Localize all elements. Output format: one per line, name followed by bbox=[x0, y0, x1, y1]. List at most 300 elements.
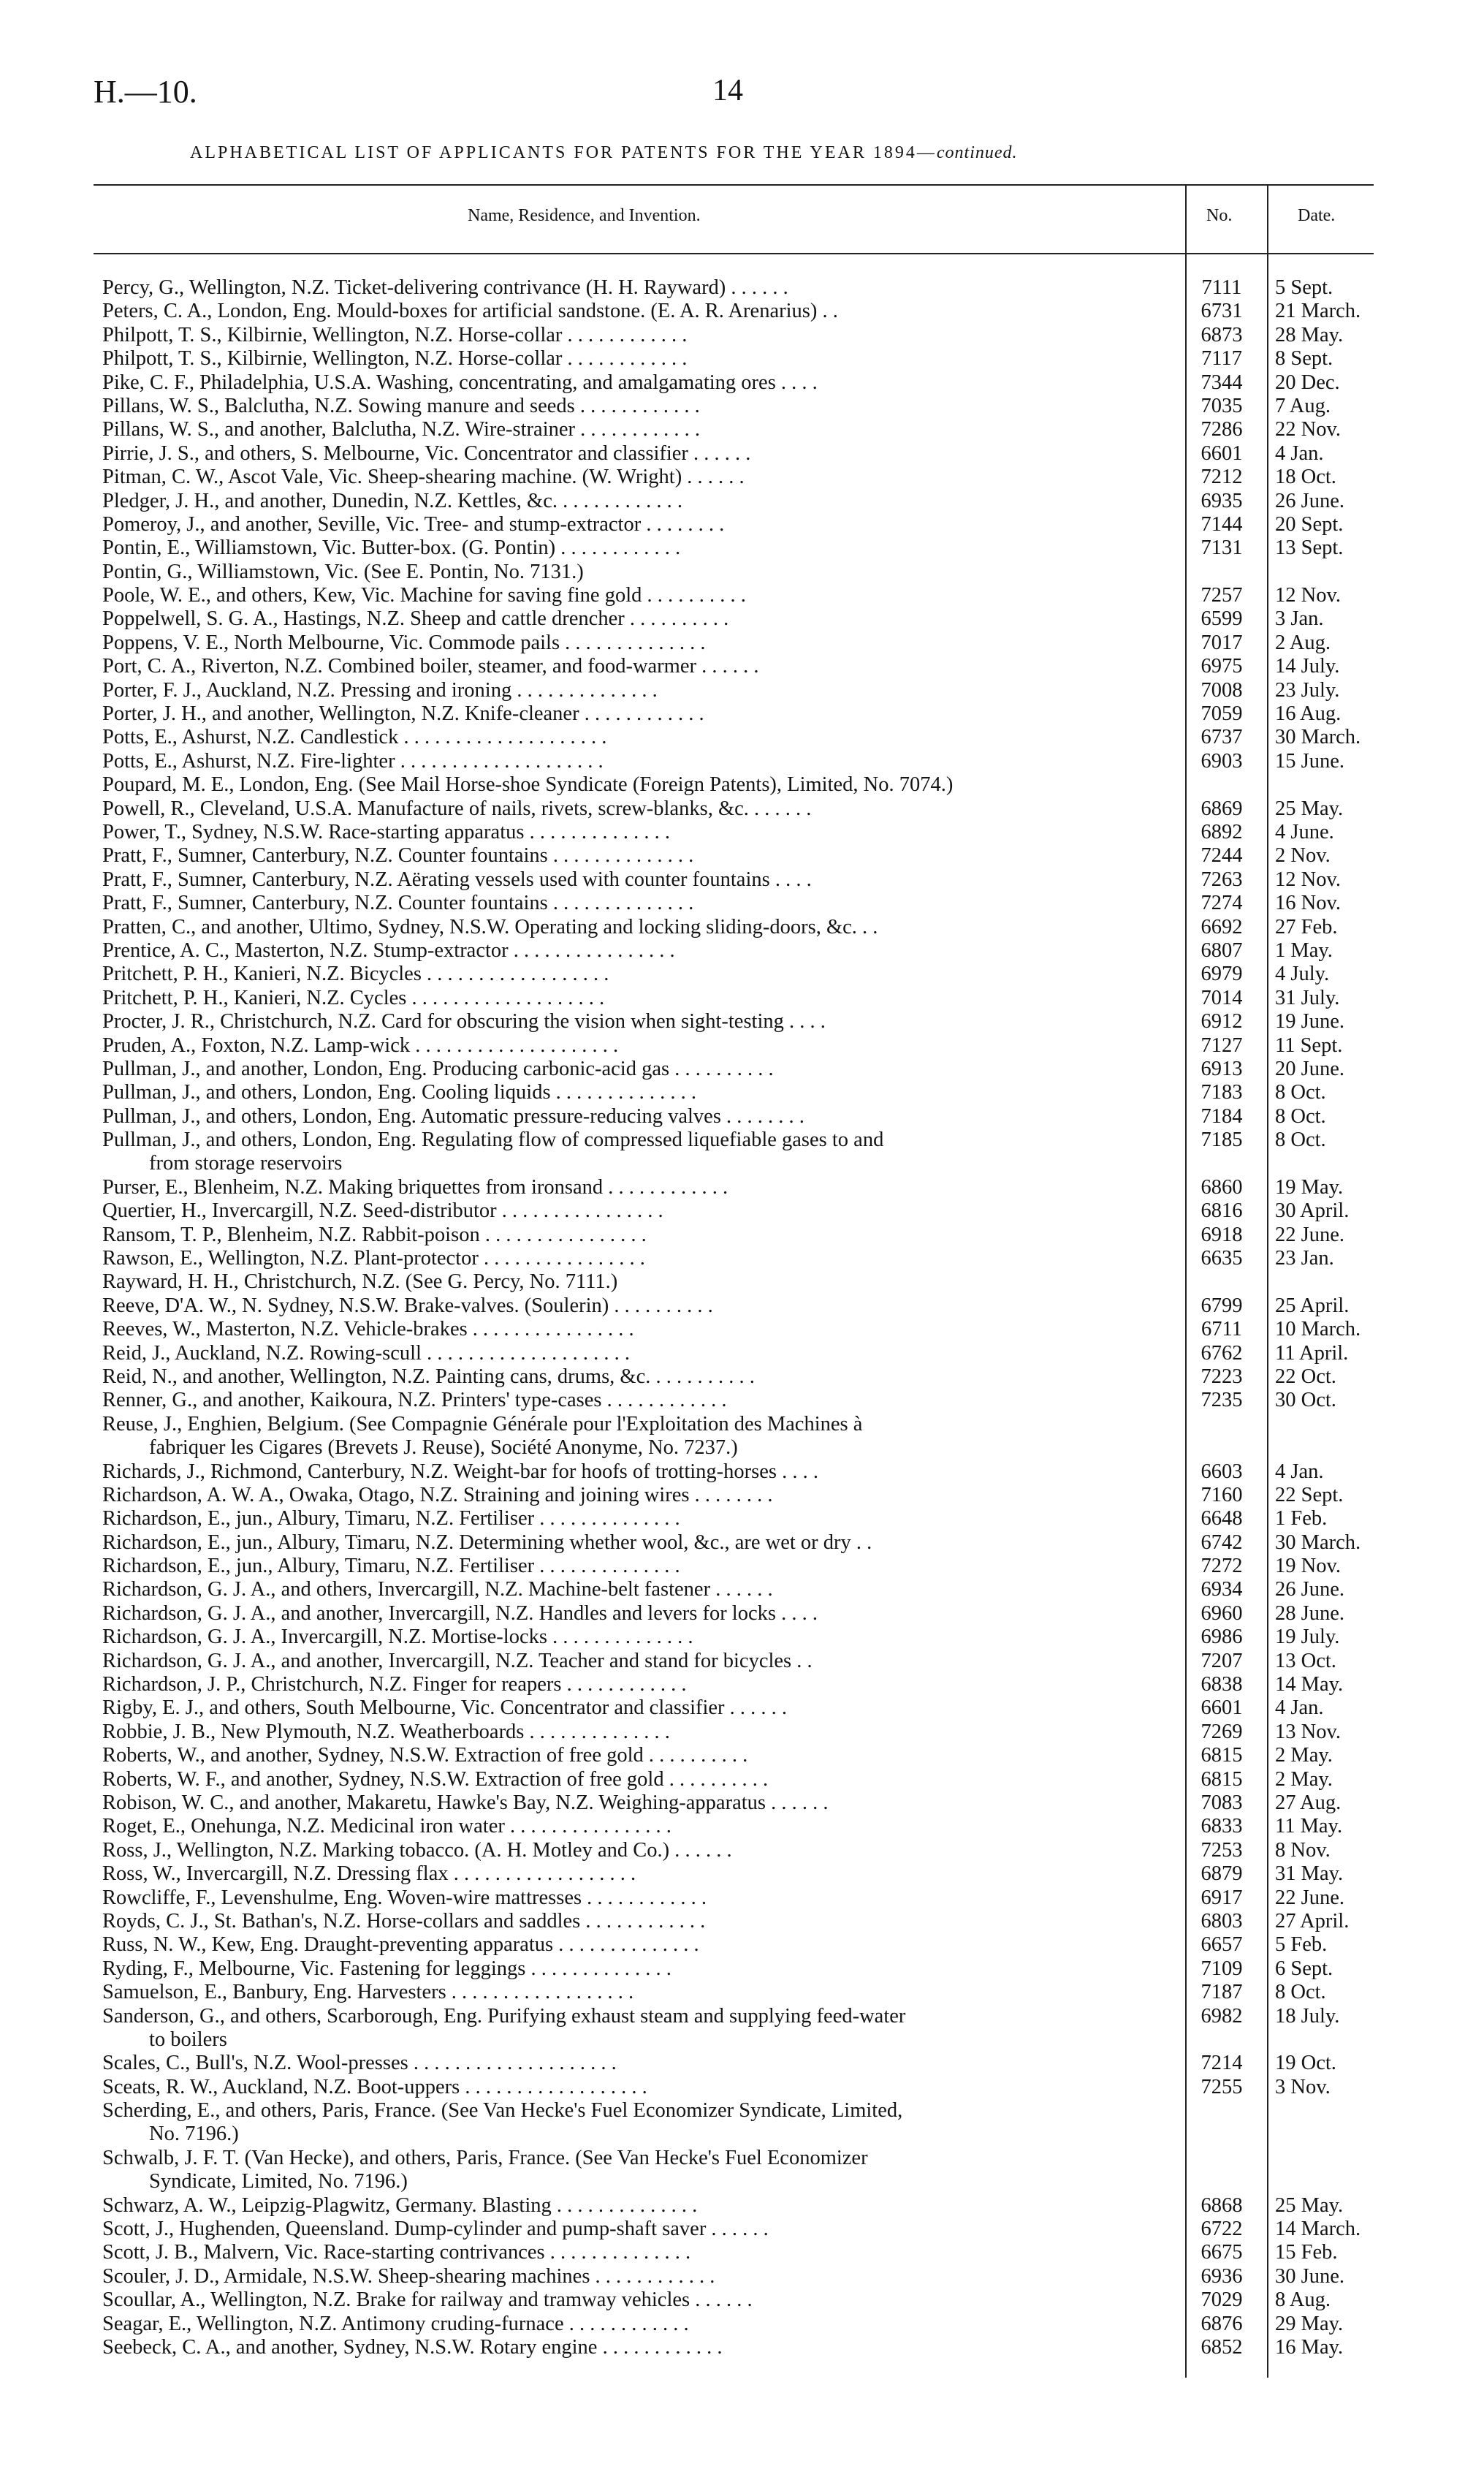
list-item bbox=[0, 726, 1484, 749]
applicant-entry: Potts, E., Ashurst, N.Z. Candlestick . . . . . . . . . . . . . . . . . . . . bbox=[102, 726, 607, 749]
list-item bbox=[0, 2052, 1484, 2075]
patent-number: 6803 bbox=[1200, 1909, 1243, 1933]
application-date: 27 April. bbox=[1275, 1909, 1350, 1933]
applicant-entry: Power, T., Sydney, N.S.W. Race-starting apparatus . . . . . . . . . . . . . . bbox=[102, 820, 670, 843]
applicant-entry: Roberts, W., and another, Sydney, N.S.W. Extraction of free gold . . . . . . . . . . bbox=[102, 1744, 748, 1767]
patent-number: 7035 bbox=[1200, 394, 1243, 417]
application-date: 8 Nov. bbox=[1275, 1838, 1331, 1862]
applicant-entry: Schwarz, A. W., Leipzig-Plagwitz, Germany. Blasting . . . . . . . . . . . . . . bbox=[102, 2193, 698, 2217]
applicant-entry: from storage reservoirs bbox=[149, 1152, 343, 1175]
applicant-entry: Pritchett, P. H., Kanieri, N.Z. Bicycles . . . . . . . . . . . . . . . . . . bbox=[102, 963, 609, 986]
applicant-entry: to boilers bbox=[149, 2028, 227, 2051]
column-header-date: Date. bbox=[1298, 206, 1336, 225]
list-item bbox=[0, 963, 1484, 986]
patent-number: 6979 bbox=[1200, 963, 1243, 986]
applicant-entry: Roberts, W. F., and another, Sydney, N.S.W. Extraction of free gold . . . . . . . . . . bbox=[102, 1767, 769, 1791]
patent-number: 7111 bbox=[1201, 276, 1242, 299]
applicant-entry: Richardson, A. W. A., Owaka, Otago, N.Z. Straining and joining wires . . . . . . . . bbox=[102, 1483, 773, 1506]
applicant-entry: Pullman, J., and others, London, Eng. Regulating flow of compressed liquefiable gases to and bbox=[102, 1129, 884, 1152]
list-item bbox=[0, 1933, 1484, 1957]
patent-number: 6869 bbox=[1200, 797, 1243, 820]
list-item bbox=[0, 1578, 1484, 1601]
list-item bbox=[0, 490, 1484, 513]
applicant-entry: Pruden, A., Foxton, N.Z. Lamp-wick . . . . . . . . . . . . . . . . . . . . bbox=[102, 1034, 619, 1057]
patent-number: 6601 bbox=[1200, 1696, 1243, 1720]
applicant-entry: Scott, J. B., Malvern, Vic. Race-starting contrivances . . . . . . . . . . . . . . bbox=[102, 2241, 691, 2264]
application-date: 28 May. bbox=[1275, 323, 1344, 346]
patent-number: 6737 bbox=[1200, 726, 1243, 749]
list-item bbox=[0, 513, 1484, 536]
patent-number: 7257 bbox=[1200, 584, 1243, 607]
patent-number: 6860 bbox=[1200, 1175, 1243, 1199]
patent-number: 6892 bbox=[1200, 820, 1243, 843]
list-caption bbox=[190, 143, 1018, 163]
list-item bbox=[0, 1058, 1484, 1081]
application-date: 5 Sept. bbox=[1275, 276, 1333, 299]
applicant-entry: Richardson, G. J. A., and another, Invercargill, N.Z. Teacher and stand for bicycles . . bbox=[102, 1649, 813, 1672]
application-date: 18 Oct. bbox=[1275, 466, 1336, 489]
list-item bbox=[0, 1436, 1484, 1460]
application-date: 11 May. bbox=[1275, 1815, 1343, 1838]
applicant-entry: Richardson, J. P., Christchurch, N.Z. Finger for reapers . . . . . . . . . . . . bbox=[102, 1673, 687, 1696]
patent-number: 6868 bbox=[1200, 2193, 1243, 2217]
patent-number: 6918 bbox=[1200, 1223, 1243, 1246]
list-item bbox=[0, 1791, 1484, 1815]
list-item bbox=[0, 987, 1484, 1010]
list-item bbox=[0, 1981, 1484, 2004]
list-item bbox=[0, 2194, 1484, 2218]
patent-number: 7286 bbox=[1200, 418, 1243, 441]
application-date: 25 May. bbox=[1275, 797, 1344, 820]
applicant-entry: Ross, J., Wellington, N.Z. Marking tobacco. (A. H. Motley and Co.) . . . . . . bbox=[102, 1838, 732, 1862]
applicant-entry: Reeve, D'A. W., N. Sydney, N.S.W. Brake-valves. (Soulerin) . . . . . . . . . . bbox=[102, 1294, 713, 1317]
applicant-entry: Samuelson, E., Banbury, Eng. Harvesters . . . . . . . . . . . . . . . . . . bbox=[102, 1981, 634, 2004]
list-item bbox=[0, 2076, 1484, 2099]
applicant-entry: Richards, J., Richmond, Canterbury, N.Z. Weight-bar for hoofs of trotting-horses . . . . bbox=[102, 1460, 818, 1483]
list-item bbox=[0, 1886, 1484, 1910]
patent-number: 6852 bbox=[1200, 2335, 1243, 2359]
list-item bbox=[0, 2005, 1484, 2028]
list-item bbox=[0, 1555, 1484, 1578]
application-date: 20 June. bbox=[1275, 1057, 1344, 1080]
list-item bbox=[0, 1768, 1484, 1791]
list-item bbox=[0, 1673, 1484, 1696]
patent-number: 6807 bbox=[1200, 938, 1243, 962]
applicant-entry: Pirrie, J. S., and others, S. Melbourne, Vic. Concentrator and classifier . . . . . . bbox=[102, 441, 751, 465]
applicant-entry: Richardson, G. J. A., and others, Invercargill, N.Z. Machine-belt fastener . . . . . . bbox=[102, 1578, 773, 1601]
patent-number: 6982 bbox=[1200, 2004, 1243, 2028]
list-item bbox=[0, 1010, 1484, 1034]
list-item bbox=[0, 2336, 1484, 2359]
applicant-entry: Reid, J., Auckland, N.Z. Rowing-scull . . . . . . . . . . . . . . . . . . . . bbox=[102, 1341, 630, 1365]
patent-number: 7212 bbox=[1200, 466, 1243, 489]
application-date: 13 Nov. bbox=[1275, 1720, 1341, 1743]
list-item bbox=[0, 347, 1484, 371]
patent-number: 6599 bbox=[1200, 607, 1243, 631]
applicant-entry: Royds, C. J., St. Bathan's, N.Z. Horse-collars and saddles . . . . . . . . . . . . bbox=[102, 1909, 706, 1933]
patent-number: 6876 bbox=[1200, 2312, 1243, 2335]
patent-number: 7184 bbox=[1200, 1104, 1243, 1128]
application-date: 12 Nov. bbox=[1275, 584, 1341, 607]
list-item bbox=[0, 442, 1484, 466]
list-item bbox=[0, 2218, 1484, 2241]
list-item bbox=[0, 1176, 1484, 1199]
application-date: 19 July. bbox=[1275, 1626, 1340, 1649]
list-item bbox=[0, 1815, 1484, 1838]
application-date: 31 May. bbox=[1275, 1862, 1344, 1886]
applicant-entry: Ransom, T. P., Blenheim, N.Z. Rabbit-poison . . . . . . . . . . . . . . . . bbox=[102, 1223, 647, 1246]
list-item bbox=[0, 1862, 1484, 1886]
applicant-entry: Reuse, J., Enghien, Belgium. (See Compagnie Générale pour l'Exploitation des Machines à bbox=[102, 1412, 863, 1435]
applicant-entry: Pontin, G., Williamstown, Vic. (See E. Pontin, No. 7131.) bbox=[102, 560, 584, 583]
patent-number: 6838 bbox=[1200, 1673, 1243, 1696]
list-item bbox=[0, 1034, 1484, 1058]
list-item bbox=[0, 1484, 1484, 1507]
list-item bbox=[0, 1957, 1484, 1981]
application-date: 30 March. bbox=[1275, 726, 1361, 749]
list-item bbox=[0, 892, 1484, 915]
applicant-entry: Reeves, W., Masterton, N.Z. Vehicle-brakes . . . . . . . . . . . . . . . . bbox=[102, 1318, 634, 1341]
application-date: 22 Nov. bbox=[1275, 418, 1341, 441]
applicant-entry: Pratten, C., and another, Ultimo, Sydney, N.S.W. Operating and locking sliding-doors, &c. . . bbox=[102, 915, 878, 938]
list-item bbox=[0, 536, 1484, 560]
application-date: 27 Feb. bbox=[1275, 915, 1338, 938]
applicant-entry: Philpott, T. S., Kilbirnie, Wellington, N.Z. Horse-collar . . . . . . . . . . . . bbox=[102, 347, 688, 371]
applicant-entry: Richardson, E., jun., Albury, Timaru, N.Z. Fertiliser . . . . . . . . . . . . . . bbox=[102, 1555, 680, 1578]
applicant-entry: Poppens, V. E., North Melbourne, Vic. Commode pails . . . . . . . . . . . . . . bbox=[102, 631, 706, 654]
application-date: 13 Sept. bbox=[1275, 536, 1344, 560]
patent-number: 7255 bbox=[1200, 2075, 1243, 2098]
patent-number: 6742 bbox=[1200, 1531, 1243, 1554]
list-item bbox=[0, 1342, 1484, 1365]
list-item bbox=[0, 1294, 1484, 1318]
patent-number: 6711 bbox=[1201, 1318, 1242, 1341]
applicant-entry: Ryding, F., Melbourne, Vic. Fastening for leggings . . . . . . . . . . . . . . bbox=[102, 1957, 671, 1980]
patent-number: 6936 bbox=[1200, 2264, 1243, 2288]
application-date: 19 Oct. bbox=[1275, 2052, 1336, 2075]
patent-number: 6635 bbox=[1200, 1247, 1243, 1270]
list-item bbox=[0, 821, 1484, 844]
list-item bbox=[0, 702, 1484, 726]
applicant-entry: Ross, W., Invercargill, N.Z. Dressing flax . . . . . . . . . . . . . . . . . . bbox=[102, 1862, 636, 1886]
application-date: 22 Oct. bbox=[1275, 1365, 1336, 1388]
application-date: 4 July. bbox=[1275, 963, 1330, 986]
application-date: 8 Oct. bbox=[1275, 1104, 1326, 1128]
list-item bbox=[0, 868, 1484, 892]
applicant-entry: Syndicate, Limited, No. 7196.) bbox=[149, 2170, 408, 2193]
patent-number: 7131 bbox=[1200, 536, 1243, 560]
applicant-entry: Pratt, F., Sumner, Canterbury, N.Z. Aërating vessels used with counter fountains . . . . bbox=[102, 868, 812, 891]
list-item bbox=[0, 844, 1484, 868]
patent-number: 6722 bbox=[1200, 2218, 1243, 2241]
caption-text: ALPHABETICAL LIST OF APPLICANTS FOR PATENTS FOR THE YEAR 1894— bbox=[190, 143, 937, 162]
applicant-entry: Roget, E., Onehunga, N.Z. Medicinal iron water . . . . . . . . . . . . . . . . bbox=[102, 1815, 671, 1838]
list-item bbox=[0, 2288, 1484, 2312]
patent-number: 7029 bbox=[1200, 2288, 1243, 2312]
patent-number: 6815 bbox=[1200, 1767, 1243, 1791]
application-date: 16 Nov. bbox=[1275, 892, 1341, 915]
application-date: 22 Sept. bbox=[1275, 1483, 1344, 1506]
patent-number: 7185 bbox=[1200, 1129, 1243, 1152]
patent-number: 7235 bbox=[1200, 1389, 1243, 1412]
applicant-entry: Scoullar, A., Wellington, N.Z. Brake for railway and tramway vehicles . . . . . . bbox=[102, 2288, 753, 2312]
list-item bbox=[0, 1199, 1484, 1223]
patent-number: 6912 bbox=[1200, 1010, 1243, 1034]
list-item bbox=[0, 418, 1484, 441]
applicant-entry: Pomeroy, J., and another, Seville, Vic. Tree- and stump-extractor . . . . . . . . bbox=[102, 512, 725, 536]
applicant-entry: Pontin, E., Williamstown, Vic. Butter-box. (G. Pontin) . . . . . . . . . . . . bbox=[102, 536, 681, 560]
applicant-entry: Seebeck, C. A., and another, Sydney, N.S.W. Rotary engine . . . . . . . . . . . . bbox=[102, 2335, 723, 2359]
list-item bbox=[0, 324, 1484, 347]
list-item bbox=[0, 1650, 1484, 1673]
patent-number: 7059 bbox=[1200, 702, 1243, 726]
list-item bbox=[0, 1152, 1484, 1175]
patent-number: 7083 bbox=[1200, 1791, 1243, 1814]
applicant-entry: Pritchett, P. H., Kanieri, N.Z. Cycles . . . . . . . . . . . . . . . . . . . bbox=[102, 986, 605, 1009]
application-date: 19 June. bbox=[1275, 1010, 1344, 1034]
patent-number: 6935 bbox=[1200, 489, 1243, 512]
top-rule bbox=[94, 184, 1374, 186]
application-date: 25 May. bbox=[1275, 2193, 1344, 2217]
list-item bbox=[0, 1721, 1484, 1744]
list-item bbox=[0, 466, 1484, 489]
applicant-entry: Potts, E., Ashurst, N.Z. Fire-lighter . . . . . . . . . . . . . . . . . . . . bbox=[102, 749, 604, 773]
application-date: 14 May. bbox=[1275, 1673, 1344, 1696]
patent-number: 6762 bbox=[1200, 1341, 1243, 1365]
applicant-entry: Pillans, W. S., and another, Balclutha, N.Z. Wire-strainer . . . . . . . . . . . . bbox=[102, 418, 701, 441]
list-item bbox=[0, 1270, 1484, 1294]
application-date: 16 Aug. bbox=[1275, 702, 1342, 726]
list-item bbox=[0, 2313, 1484, 2336]
applicant-entry: Sanderson, G., and others, Scarborough, Eng. Purifying exhaust steam and supplying feed-water bbox=[102, 2004, 906, 2028]
application-date: 22 June. bbox=[1275, 1886, 1344, 1909]
applicant-entry: Richardson, G. J. A., and another, Invercargill, N.Z. Handles and levers for locks . . . . bbox=[102, 1601, 818, 1625]
application-date: 18 July. bbox=[1275, 2004, 1340, 2028]
patent-number: 7344 bbox=[1200, 371, 1243, 394]
patent-number: 7109 bbox=[1200, 1957, 1243, 1980]
patent-number: 7014 bbox=[1200, 986, 1243, 1009]
applicant-list bbox=[0, 276, 1484, 2359]
list-item bbox=[0, 773, 1484, 797]
list-item bbox=[0, 2170, 1484, 2193]
applicant-entry: Pratt, F., Sumner, Canterbury, N.Z. Counter fountains . . . . . . . . . . . . . . bbox=[102, 844, 694, 868]
applicant-entry: Robison, W. C., and another, Makaretu, Hawke's Bay, N.Z. Weighing-apparatus . . . . . . bbox=[102, 1791, 829, 1814]
applicant-entry: Percy, G., Wellington, N.Z. Ticket-delivering contrivance (H. H. Rayward) . . . . . . bbox=[102, 276, 788, 299]
column-header-name: Name, Residence, and Invention. bbox=[468, 206, 701, 225]
patent-number: 7008 bbox=[1200, 678, 1243, 702]
applicant-entry: Pullman, J., and another, London, Eng. Producing carbonic-acid gas . . . . . . . . . . bbox=[102, 1057, 774, 1080]
applicant-entry: Scales, C., Bull's, N.Z. Wool-presses . . . . . . . . . . . . . . . . . . . . bbox=[102, 2052, 617, 2075]
list-item bbox=[0, 371, 1484, 395]
list-item bbox=[0, 1105, 1484, 1129]
list-item bbox=[0, 1602, 1484, 1626]
application-date: 6 Sept. bbox=[1275, 1957, 1333, 1980]
list-item bbox=[0, 1839, 1484, 1862]
list-item bbox=[0, 2265, 1484, 2288]
application-date: 10 March. bbox=[1275, 1318, 1361, 1341]
patent-number: 6675 bbox=[1200, 2241, 1243, 2264]
application-date: 25 April. bbox=[1275, 1294, 1350, 1317]
list-item bbox=[0, 797, 1484, 821]
list-item bbox=[0, 655, 1484, 678]
application-date: 13 Oct. bbox=[1275, 1649, 1336, 1672]
application-date: 11 Sept. bbox=[1275, 1034, 1343, 1057]
applicant-entry: Robbie, J. B., New Plymouth, N.Z. Weatherboards . . . . . . . . . . . . . . bbox=[102, 1720, 670, 1743]
applicant-entry: Rowcliffe, F., Levenshulme, Eng. Woven-wire mattresses . . . . . . . . . . . . bbox=[102, 1886, 707, 1909]
list-item bbox=[0, 1247, 1484, 1270]
applicant-entry: Russ, N. W., Kew, Eng. Draught-preventing apparatus . . . . . . . . . . . . . . bbox=[102, 1933, 699, 1957]
application-date: 23 Jan. bbox=[1275, 1247, 1334, 1270]
applicant-entry: Poole, W. E., and others, Kew, Vic. Machine for saving fine gold . . . . . . . . . . bbox=[102, 584, 746, 607]
patent-number: 7187 bbox=[1200, 1981, 1243, 2004]
applicant-entry: No. 7196.) bbox=[149, 2123, 239, 2146]
application-date: 4 Jan. bbox=[1275, 441, 1324, 465]
applicant-entry: Pike, C. F., Philadelphia, U.S.A. Washing, concentrating, and amalgamating ores . . . . bbox=[102, 371, 818, 394]
list-item bbox=[0, 1507, 1484, 1531]
patent-number: 6815 bbox=[1200, 1744, 1243, 1767]
patent-number: 7263 bbox=[1200, 868, 1243, 891]
patent-number: 6799 bbox=[1200, 1294, 1243, 1317]
patent-number: 6960 bbox=[1200, 1601, 1243, 1625]
application-date: 31 July. bbox=[1275, 986, 1340, 1009]
applicant-entry: Prentice, A. C., Masterton, N.Z. Stump-extractor . . . . . . . . . . . . . . . . bbox=[102, 938, 675, 962]
applicant-entry: Richardson, E., jun., Albury, Timaru, N.Z. Determining whether wool, &c., are wet or dry . . bbox=[102, 1531, 872, 1554]
application-date: 2 May. bbox=[1275, 1744, 1333, 1767]
applicant-entry: Richardson, E., jun., Albury, Timaru, N.Z. Fertiliser . . . . . . . . . . . . . . bbox=[102, 1507, 680, 1531]
patent-number: 7144 bbox=[1200, 512, 1243, 536]
application-date: 8 Oct. bbox=[1275, 1129, 1326, 1152]
list-item bbox=[0, 1531, 1484, 1555]
applicant-entry: Richardson, G. J. A., Invercargill, N.Z. Mortise-locks . . . . . . . . . . . . . . bbox=[102, 1626, 693, 1649]
list-item bbox=[0, 1744, 1484, 1767]
list-item bbox=[0, 2028, 1484, 2052]
list-item bbox=[0, 1365, 1484, 1389]
applicant-entry: Scott, J., Hughenden, Queensland. Dump-cylinder and pump-shaft saver . . . . . . bbox=[102, 2218, 769, 2241]
applicant-entry: fabriquer les Cigares (Brevets J. Reuse), Société Anonyme, No. 7237.) bbox=[149, 1436, 738, 1460]
application-date: 4 June. bbox=[1275, 820, 1334, 843]
patent-number: 6603 bbox=[1200, 1460, 1243, 1483]
application-date: 26 June. bbox=[1275, 1578, 1344, 1601]
application-date: 2 Nov. bbox=[1275, 844, 1331, 868]
patent-number: 6692 bbox=[1200, 915, 1243, 938]
applicant-entry: Philpott, T. S., Kilbirnie, Wellington, N.Z. Horse-collar . . . . . . . . . . . . bbox=[102, 323, 688, 346]
list-item bbox=[0, 395, 1484, 418]
patent-number: 7214 bbox=[1200, 2052, 1243, 2075]
application-date: 19 May. bbox=[1275, 1175, 1344, 1199]
patent-number: 7160 bbox=[1200, 1483, 1243, 1506]
application-date: 8 Oct. bbox=[1275, 1981, 1326, 2004]
patent-number: 7117 bbox=[1201, 347, 1242, 371]
applicant-entry: Quertier, H., Invercargill, N.Z. Seed-distributor . . . . . . . . . . . . . . . . bbox=[102, 1199, 663, 1223]
application-date: 2 Aug. bbox=[1275, 631, 1331, 654]
applicant-entry: Purser, E., Blenheim, N.Z. Making briquettes from ironsand . . . . . . . . . . . . bbox=[102, 1175, 728, 1199]
patent-number: 7127 bbox=[1200, 1034, 1243, 1057]
applicant-entry: Rigby, E. J., and others, South Melbourne, Vic. Concentrator and classifier . . . . . . bbox=[102, 1696, 788, 1720]
patent-number: 6986 bbox=[1200, 1626, 1243, 1649]
application-date: 23 July. bbox=[1275, 678, 1340, 702]
list-item bbox=[0, 2123, 1484, 2146]
applicant-entry: Schwalb, J. F. T. (Van Hecke), and others, Paris, France. (See Van Hecke's Fuel Economizer bbox=[102, 2146, 868, 2169]
list-item bbox=[0, 632, 1484, 655]
applicant-entry: Scouler, J. D., Armidale, N.S.W. Sheep-shearing machines . . . . . . . . . . . . bbox=[102, 2264, 715, 2288]
application-date: 12 Nov. bbox=[1275, 868, 1341, 891]
application-date: 8 Aug. bbox=[1275, 2288, 1331, 2312]
patent-number: 6913 bbox=[1200, 1057, 1243, 1080]
applicant-entry: Powell, R., Cleveland, U.S.A. Manufacture of nails, rivets, screw-blanks, &c. . . . . . . bbox=[102, 797, 812, 820]
patent-number: 7269 bbox=[1200, 1720, 1243, 1743]
application-date: 7 Aug. bbox=[1275, 394, 1331, 417]
list-item bbox=[0, 750, 1484, 773]
applicant-entry: Pitman, C. W., Ascot Vale, Vic. Sheep-shearing machine. (W. Wright) . . . . . . bbox=[102, 466, 745, 489]
patent-number: 7244 bbox=[1200, 844, 1243, 868]
list-item bbox=[0, 561, 1484, 584]
application-date: 16 May. bbox=[1275, 2335, 1344, 2359]
patent-number: 6879 bbox=[1200, 1862, 1243, 1886]
application-date: 14 July. bbox=[1275, 655, 1340, 678]
patent-number: 7272 bbox=[1200, 1555, 1243, 1578]
applicant-entry: Poppelwell, S. G. A., Hastings, N.Z. Sheep and cattle drencher . . . . . . . . . . bbox=[102, 607, 729, 631]
list-item bbox=[0, 2241, 1484, 2264]
applicant-entry: Pratt, F., Sumner, Canterbury, N.Z. Counter fountains . . . . . . . . . . . . . . bbox=[102, 892, 694, 915]
application-date: 11 April. bbox=[1275, 1341, 1349, 1365]
list-item bbox=[0, 300, 1484, 323]
applicant-entry: Sceats, R. W., Auckland, N.Z. Boot-uppers . . . . . . . . . . . . . . . . . . bbox=[102, 2075, 647, 2098]
list-item bbox=[0, 1460, 1484, 1484]
list-item bbox=[0, 584, 1484, 607]
patent-number: 7207 bbox=[1200, 1649, 1243, 1672]
applicant-entry: Pullman, J., and others, London, Eng. Automatic pressure-reducing valves . . . . . . . . bbox=[102, 1104, 804, 1128]
application-date: 28 June. bbox=[1275, 1601, 1344, 1625]
application-date: 15 June. bbox=[1275, 749, 1344, 773]
application-date: 3 Nov. bbox=[1275, 2075, 1331, 2098]
application-date: 30 Oct. bbox=[1275, 1389, 1336, 1412]
patent-number: 6601 bbox=[1200, 441, 1243, 465]
application-date: 29 May. bbox=[1275, 2312, 1344, 2335]
application-date: 1 Feb. bbox=[1275, 1507, 1328, 1531]
patent-number: 7017 bbox=[1200, 631, 1243, 654]
patent-number: 7183 bbox=[1200, 1081, 1243, 1104]
applicant-entry: Seagar, E., Wellington, N.Z. Antimony cruding-furnace . . . . . . . . . . . . bbox=[102, 2312, 689, 2335]
caption-suffix: continued. bbox=[936, 143, 1018, 162]
application-date: 8 Oct. bbox=[1275, 1081, 1326, 1104]
applicant-entry: Port, C. A., Riverton, N.Z. Combined boiler, steamer, and food-warmer . . . . . . bbox=[102, 655, 759, 678]
applicant-entry: Poupard, M. E., London, Eng. (See Mail Horse-shoe Syndicate (Foreign Patents), Limited, No. 7074.) bbox=[102, 773, 954, 797]
applicant-entry: Rayward, H. H., Christchurch, N.Z. (See G. Percy, No. 7111.) bbox=[102, 1270, 618, 1294]
application-date: 21 March. bbox=[1275, 300, 1361, 323]
applicant-entry: Porter, J. H., and another, Wellington, N.Z. Knife-cleaner . . . . . . . . . . . . bbox=[102, 702, 704, 726]
patent-number: 6648 bbox=[1200, 1507, 1243, 1531]
application-date: 30 June. bbox=[1275, 2264, 1344, 2288]
patent-number: 6934 bbox=[1200, 1578, 1243, 1601]
list-item bbox=[0, 607, 1484, 631]
applicant-entry: Pullman, J., and others, London, Eng. Cooling liquids . . . . . . . . . . . . . . bbox=[102, 1081, 697, 1104]
applicant-entry: Peters, C. A., London, Eng. Mould-boxes for artificial sandstone. (E. A. R. Arenarius) . . bbox=[102, 300, 838, 323]
list-item bbox=[0, 2147, 1484, 2170]
applicant-entry: Procter, J. R., Christchurch, N.Z. Card for obscuring the vision when sight-testing . . . . bbox=[102, 1010, 826, 1034]
patent-number: 7274 bbox=[1200, 892, 1243, 915]
application-date: 30 April. bbox=[1275, 1199, 1350, 1223]
application-date: 20 Dec. bbox=[1275, 371, 1340, 394]
list-item bbox=[0, 1318, 1484, 1341]
list-item bbox=[0, 1224, 1484, 1247]
list-item bbox=[0, 2099, 1484, 2123]
application-date: 30 March. bbox=[1275, 1531, 1361, 1554]
header-rule bbox=[94, 253, 1374, 254]
applicant-entry: Pillans, W. S., Balclutha, N.Z. Sowing manure and seeds . . . . . . . . . . . . bbox=[102, 394, 700, 417]
patent-number: 6903 bbox=[1200, 749, 1243, 773]
application-date: 8 Sept. bbox=[1275, 347, 1333, 371]
application-date: 14 March. bbox=[1275, 2218, 1361, 2241]
